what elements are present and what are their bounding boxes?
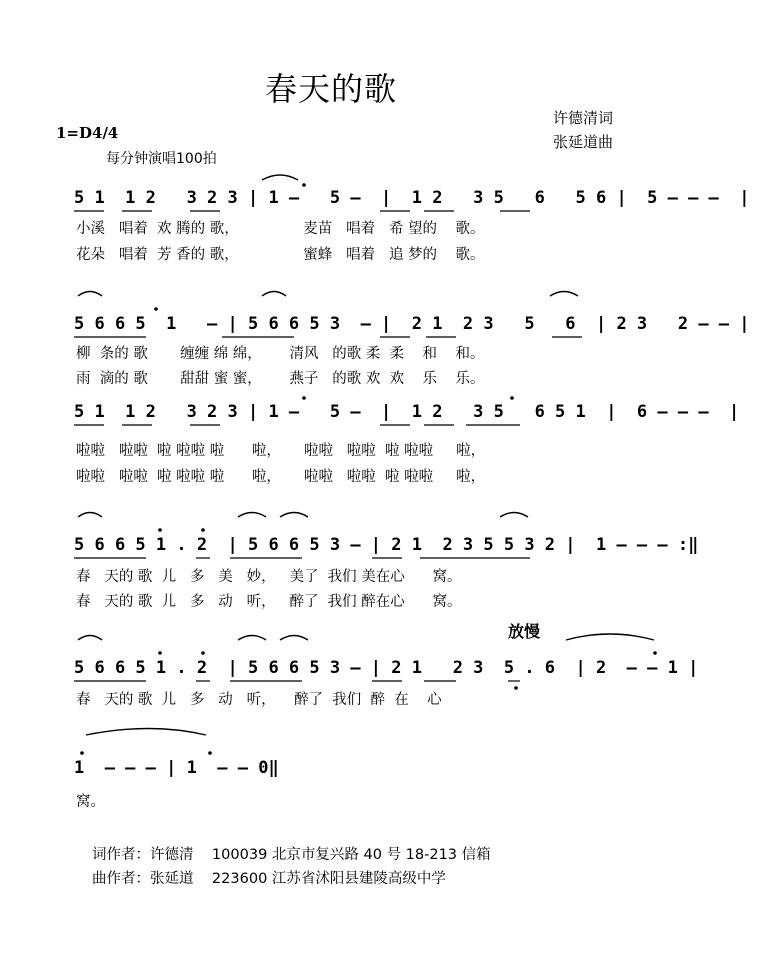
octave-dot (80, 751, 84, 755)
slur-arc (500, 513, 528, 518)
key-signature: 1=D4/4 (56, 124, 119, 142)
octave-dot (158, 651, 162, 655)
octave-dot (510, 396, 514, 400)
lyrics-line-3-verse-1: 啦啦 啦啦 啦 啦啦 啦 啦， 啦啦 啦啦 啦 啦啦 啦， (76, 443, 486, 459)
octave-dot (158, 528, 162, 532)
slur-arc (78, 636, 102, 641)
octave-dot (154, 307, 158, 311)
low-octave-dot (514, 686, 518, 690)
octave-dot (302, 183, 306, 187)
lyrics-line-3-verse-2: 啦啦 啦啦 啦 啦啦 啦 啦， 啦啦 啦啦 啦 啦啦 啦， (76, 469, 486, 485)
notes-line-6: 1 — — — | 1 — — 0‖ (74, 758, 279, 778)
lyricist-credit: 许德清词 (553, 109, 614, 127)
long-slur-arc (566, 634, 654, 640)
expression-mark: 放慢 (508, 622, 541, 641)
notes-line-5: 5 6 6 5 1 . 2 | 5 6 6 5 3 — | 2 1 2 3 5 . 6 | 2 — — 1 | (74, 658, 699, 678)
lyrics-line-5-verse-1: 春 天的 歌 儿 多 动 听， 醉了 我们 醉 在 心 (76, 692, 442, 708)
notes-line-4: 5 6 6 5 1 . 2 | 5 6 6 5 3 — | 2 1 2 3 5 5 3 2 | 1 — — — :‖ (74, 535, 699, 555)
notes-line-2: 5 6 6 5 1 — | 5 6 6 5 3 — | 2 1 2 3 5 6 | 2 3 2 — — | (74, 314, 750, 334)
tie-arc (262, 175, 298, 180)
slur-arc (550, 292, 578, 297)
octave-dot (201, 528, 205, 532)
slur-arc (78, 513, 102, 518)
octave-dot (201, 651, 205, 655)
octave-dot (653, 651, 657, 655)
lyrics-line-4-verse-1: 春 天的 歌 儿 多 美 妙， 美了 我们 美在心 窝。 (76, 569, 462, 585)
lyrics-line-2-verse-1: 柳 条的 歌 缠缠 绵 绵， 清风 的歌 柔 柔 和 和。 (76, 346, 485, 362)
long-slur-arc (86, 729, 206, 736)
composer-credit: 张延道曲 (553, 133, 614, 151)
footer-composer-address: 曲作者：张延道 223600 江苏省沭阳县建陵高级中学 (92, 871, 446, 887)
footer-lyricist-address: 词作者：许德清 100039 北京市复兴路 40 号 18-213 信箱 (92, 847, 491, 863)
slur-arc (78, 292, 102, 297)
slur-arc (280, 513, 308, 518)
notes-line-3: 5 1 1 2 3 2 3 | 1 — 5 — | 1 2 3 5 6 5 1 | 6 — — — | (74, 402, 740, 422)
tempo-marking: 每分钟演唱100拍 (106, 151, 217, 167)
lyrics-line-2-verse-2: 雨 滴的 歌 甜甜 蜜 蜜， 燕子 的歌 欢 欢 乐 乐。 (76, 371, 485, 387)
lyrics-line-1-verse-1: 小溪 唱着 欢 腾的 歌， 麦苗 唱着 希 望的 歌。 (76, 221, 485, 237)
song-title: 春天的歌 (265, 70, 398, 108)
octave-dot (208, 751, 212, 755)
octave-dot (302, 396, 306, 400)
slur-arc (262, 292, 286, 297)
lyrics-line-1-verse-2: 花朵 唱着 芳 香的 歌， 蜜蜂 唱着 追 梦的 歌。 (76, 247, 485, 263)
lyrics-line-6-verse-1: 窝。 (76, 794, 105, 810)
slur-arc (280, 636, 308, 641)
lyrics-line-4-verse-2: 春 天的 歌 儿 多 动 听， 醉了 我们 醉在心 窝。 (76, 594, 462, 610)
notes-line-1: 5 1 1 2 3 2 3 | 1 — 5 — | 1 2 3 5 6 5 6 | 5 — — — | (74, 188, 750, 208)
slur-arc (238, 513, 266, 518)
slur-arc (238, 636, 266, 641)
